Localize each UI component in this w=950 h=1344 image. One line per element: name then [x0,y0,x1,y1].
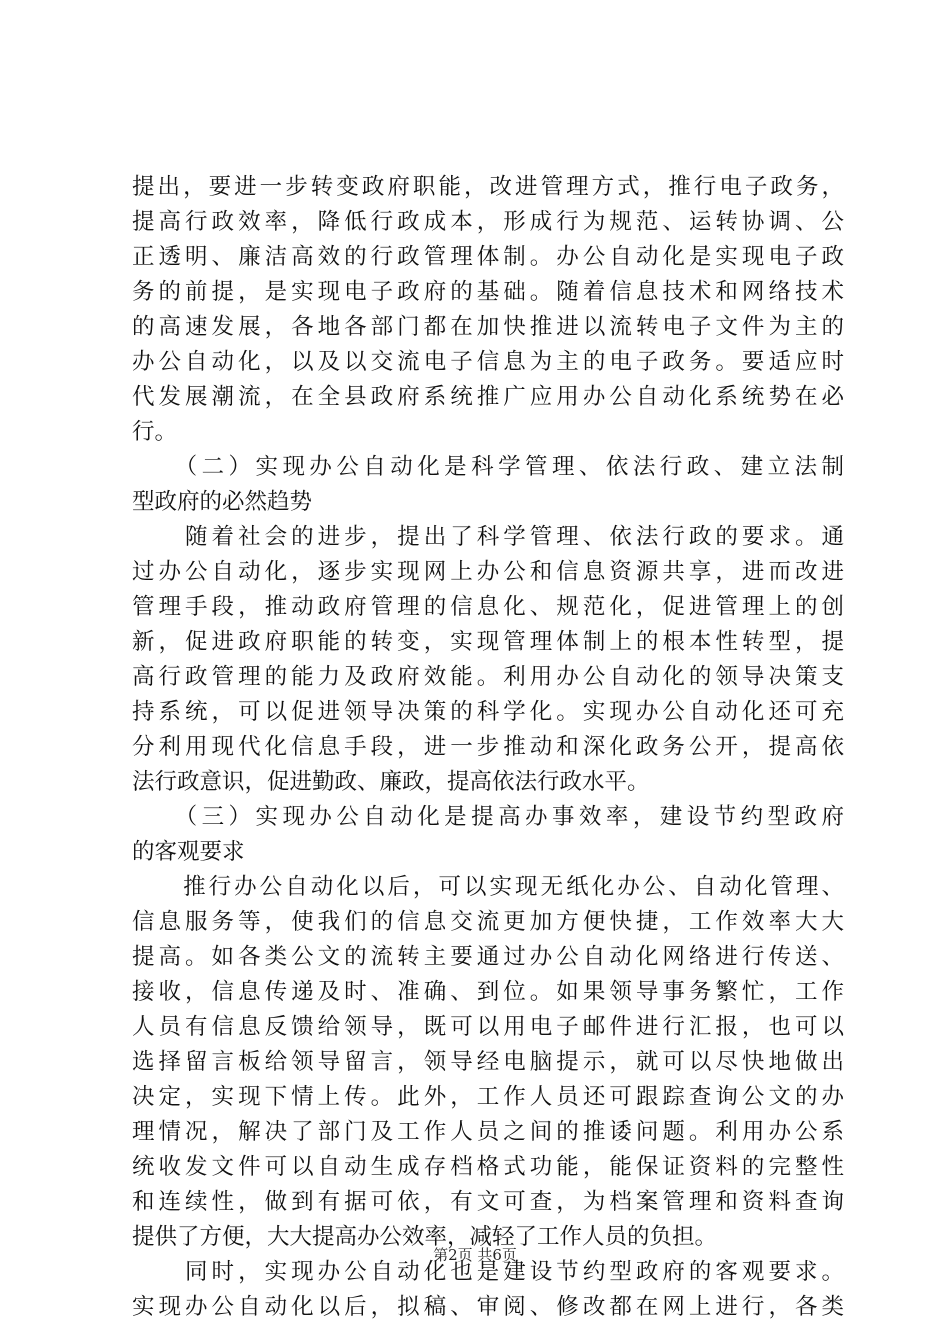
text-line: 的高速发展，各地各部门都在加快推进以流转电子文件为主的 [132,314,844,340]
text-line: 法行政意识，促进勤政、廉政，提高依法行政水平。 [132,769,650,795]
text-line: 同时，实现办公自动化也是建设节约型政府的客观要求。 [132,1259,844,1285]
text-line: 行。 [132,419,178,445]
text-line: 理情况，解决了部门及工作人员之间的推诿问题。利用办公系 [132,1119,844,1145]
body-text [132,170,844,1325]
text-line: 高行政管理的能力及政府效能。利用办公自动化的领导决策支 [132,664,844,690]
text-line: 型政府的必然趋势 [132,489,313,515]
text-line: （三）实现办公自动化是提高办事效率，建设节约型政府 [132,804,844,830]
text-line: 信息服务等，使我们的信息交流更加方便快捷，工作效率大大 [132,909,844,935]
text-line: 提出，要进一步转变政府职能，改进管理方式，推行电子政务， [132,174,844,200]
text-line: 实现办公自动化以后，拟稿、审阅、修改都在网上进行，各类 [132,1294,844,1320]
text-line: 办公自动化，以及以交流电子信息为主的电子政务。要适应时 [132,349,844,375]
text-line: 统收发文件可以自动生成存档格式功能，能保证资料的完整性 [132,1154,844,1180]
text-line: 随着社会的进步，提出了科学管理、依法行政的要求。通 [132,524,844,550]
text-line: 务的前提，是实现电子政府的基础。随着信息技术和网络技术 [132,279,844,305]
text-line: 过办公自动化，逐步实现网上办公和信息资源共享，进而改进 [132,559,844,585]
text-line: 的客观要求 [132,839,245,865]
text-line: 新，促进政府职能的转变，实现管理体制上的根本性转型，提 [132,629,844,655]
text-line: 选择留言板给领导留言，领导经电脑提示，就可以尽快地做出 [132,1049,844,1075]
text-line: （二）实现办公自动化是科学管理、依法行政、建立法制 [132,454,844,480]
text-line: 管理手段，推动政府管理的信息化、规范化，促进管理上的创 [132,594,844,620]
text-line: 决定，实现下情上传。此外，工作人员还可跟踪查询公文的办 [132,1084,844,1110]
text-line: 正透明、廉洁高效的行政管理体制。办公自动化是实现电子政 [132,244,844,270]
text-line: 持系统，可以促进领导决策的科学化。实现办公自动化还可充 [132,699,844,725]
text-line: 分利用现代化信息手段，进一步推动和深化政务公开，提高依 [132,734,844,760]
text-line: 提高。如各类公文的流转主要通过办公自动化网络进行传送、 [132,944,844,970]
text-line: 提供了方便，大大提高办公效率，减轻了工作人员的负担。 [132,1224,718,1250]
text-line: 代发展潮流，在全县政府系统推广应用办公自动化系统势在必 [132,384,844,410]
text-line: 人员有信息反馈给领导，既可以用电子邮件进行汇报，也可以 [132,1014,844,1040]
text-line: 接收，信息传递及时、准确、到位。如果领导事务繁忙，工作 [132,979,844,1005]
text-line: 提高行政效率，降低行政成本，形成行为规范、运转协调、公 [132,209,844,235]
page-footer: 第2页 共6页 [433,1246,517,1264]
text-line: 推行办公自动化以后，可以实现无纸化办公、自动化管理、 [132,874,844,900]
text-line: 和连续性，做到有据可依，有文可查，为档案管理和资料查询 [132,1189,844,1215]
